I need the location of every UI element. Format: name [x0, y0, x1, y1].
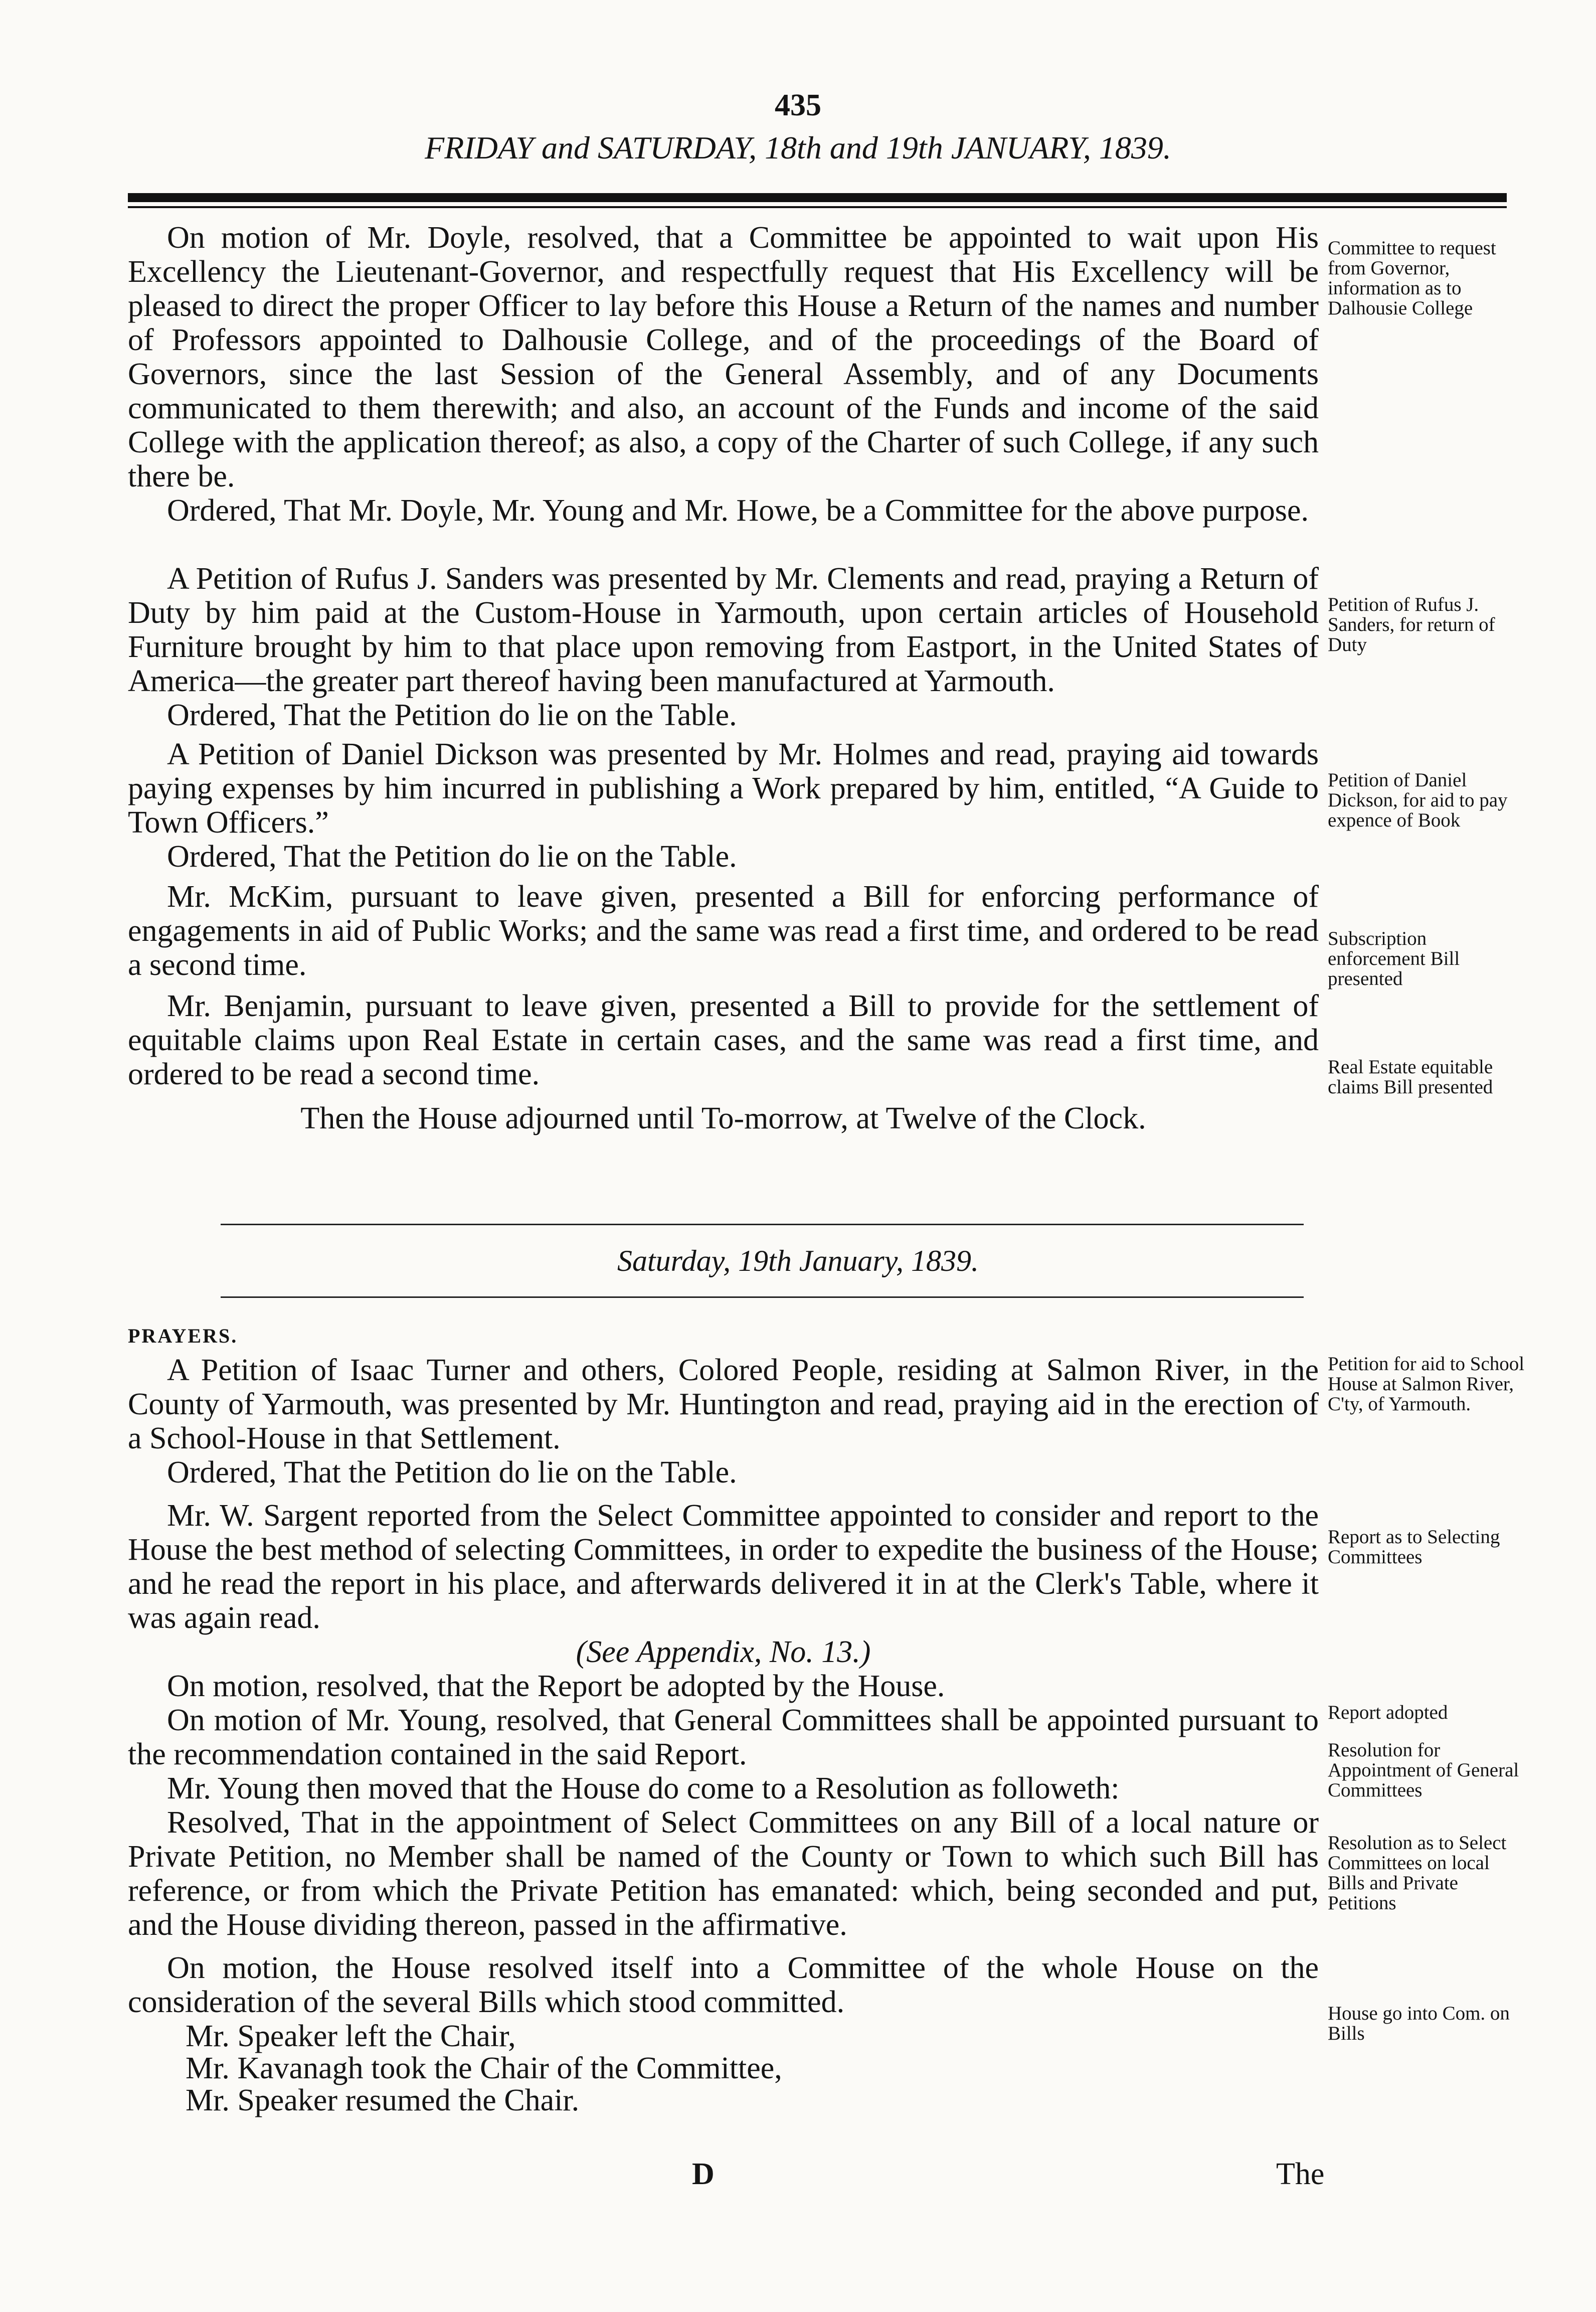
entry-young-general-committees: On motion of Mr. Young, resolved, that General Committees shall be appointed pursuant to the recommendation contained in the said Report.	[128, 1703, 1319, 1771]
entry-petition-sanders: A Petition of Rufus J. Sanders was presented by Mr. Clements and read, praying a Return of Duty by him paid at the Custom-House in Yarmouth, upon certain articles of Household Furniture brought by him to that place upon removing from Eastport, in the United States of America—the greater part thereof having been manufactured at Yarmouth.	[128, 562, 1319, 698]
running-header: FRIDAY and SATURDAY, 18th and 19th JANUARY, 1839.	[425, 130, 1171, 166]
page-number: 435	[775, 88, 821, 122]
entry-ordered-sanders: Ordered, That the Petition do lie on the Table.	[167, 698, 737, 732]
entry-sargent-report: Mr. W. Sargent reported from the Select Committee appointed to consider and report to the House the best method of selecting Committees, in order to expedite the business of the House; and he read the report in his place, and afterwards delivered it in at the Clerk's Table, where it was again read.	[128, 1499, 1319, 1635]
catchword: The	[1276, 2157, 1325, 2191]
entry-kavanagh-chair: Mr. Kavanagh took the Chair of the Committee,	[186, 2051, 782, 2085]
margin-note-dalhousie: Committee to request from Governor, information as to Dalhousie College	[1328, 237, 1496, 319]
entry-young-moved: Mr. Young then moved that the House do come to a Resolution as followeth:	[167, 1771, 1120, 1805]
entry-ordered-turner: Ordered, That the Petition do lie on the Table.	[167, 1455, 737, 1490]
prayers-heading: PRAYERS.	[128, 1325, 238, 1347]
margin-note-general-committees: Resolution for Appointment of General Committees	[1328, 1739, 1519, 1801]
header-rule	[128, 193, 1507, 202]
friday-body	[128, 221, 1319, 1142]
entry-speaker-left: Mr. Speaker left the Chair,	[186, 2019, 516, 2053]
section-rule-bottom	[221, 1296, 1304, 1298]
saturday-date-line: Saturday, 19th January, 1839.	[617, 1244, 979, 1277]
entry-speaker-resumed: Mr. Speaker resumed the Chair.	[186, 2083, 580, 2117]
margin-note-sanders: Petition of Rufus J. Sanders, for return of Duty	[1328, 594, 1495, 655]
entry-benjamin-bill: Mr. Benjamin, pursuant to leave given, presented a Bill to provide for the settlement of equitable claims upon Real Estate in certain cases, and the same was read a first time, and ordered to be read a second time.	[128, 989, 1319, 1091]
margin-note-report-adopted: Report adopted	[1328, 1702, 1448, 1723]
section-rule-top	[221, 1224, 1304, 1225]
entry-motion-doyle: On motion of Mr. Doyle, resolved, that a Committee be appointed to wait upon His Excellency the Lieutenant-Governor, and respectfully request that His Excellency will be pleased to direct the proper Officer to lay before this House a Return of the names and number of Professors appointed to Dalhousie College, and of the proceedings of the Board of Governors, since the last Session of the General Assembly, and of any Documents communicated to them therewith; and also, an account of the Funds and income of the said College with the application thereof; as also, a copy of the Charter of such College, if any such there be.	[128, 221, 1319, 493]
entry-resolved-select-committees: Resolved, That in the appointment of Select Committees on any Bill of a local nature or Private Petition, no Member shall be named of the County or Town to which such Bill has reference, or from which the Private Petition has emanated: which, being seconded and put, and the House dividing thereon, passed in the affirmative.	[128, 1805, 1319, 1942]
margin-note-real-estate: Real Estate equitable claims Bill presented	[1328, 1056, 1493, 1098]
margin-note-school-house: Petition for aid to School House at Salmon River, C'ty, of Yarmouth.	[1328, 1353, 1525, 1415]
entry-mckim-bill: Mr. McKim, pursuant to leave given, presented a Bill for enforcing performance of engagements in aid of Public Works; and the same was read a first time, and ordered to be read a second time.	[128, 880, 1319, 982]
entry-petition-dickson: A Petition of Daniel Dickson was presented by Mr. Holmes and read, praying aid towards paying expenses by him incurred in publishing a Work prepared by him, entitled, “A Guide to Town Officers.”	[128, 737, 1319, 840]
adjournment: Then the House adjourned until To-morrow, at Twelve of the Clock.	[300, 1101, 1146, 1135]
appendix-reference: (See Appendix, No. 13.)	[576, 1635, 871, 1669]
entry-petition-turner: A Petition of Isaac Turner and others, Colored People, residing at Salmon River, in the County of Yarmouth, was presented by Mr. Huntington and read, praying aid in the erection of a School-House in that Settlement.	[128, 1353, 1319, 1455]
entry-report-adopted: On motion, resolved, that the Report be adopted by the House.	[167, 1669, 945, 1703]
saturday-body	[128, 1319, 1319, 2115]
margin-note-local-bills: Resolution as to Select Committees on local Bills and Private Petitions	[1328, 1832, 1507, 1914]
entry-ordered-committee: Ordered, That Mr. Doyle, Mr. Young and Mr. Howe, be a Committee for the above purpose.	[167, 493, 1309, 528]
entry-committee-whole-house: On motion, the House resolved itself into a Committee of the whole House on the consideration of the several Bills which stood committed.	[128, 1951, 1319, 2019]
margin-note-dickson: Petition of Daniel Dickson, for aid to pay expence of Book	[1328, 769, 1508, 831]
signature-mark: D	[692, 2157, 715, 2191]
margin-note-committee-bills: House go into Com. on Bills	[1328, 2003, 1510, 2044]
margin-note-subscription: Subscription enforcement Bill presented	[1328, 928, 1460, 989]
entry-ordered-dickson: Ordered, That the Petition do lie on the Table.	[167, 840, 737, 874]
margin-note-selecting-committees: Report as to Selecting Committees	[1328, 1526, 1500, 1568]
